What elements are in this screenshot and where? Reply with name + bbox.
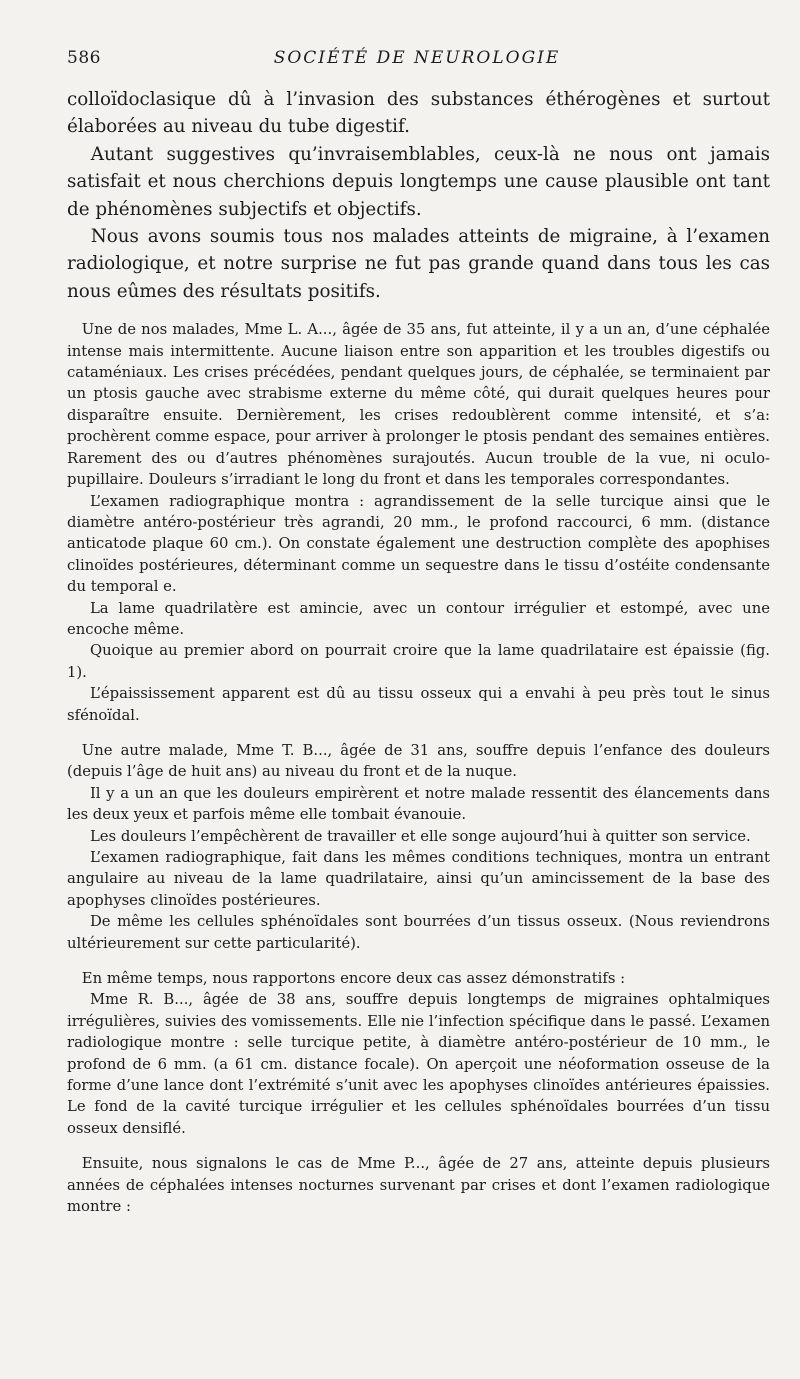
page-number: 586 (67, 48, 101, 68)
page-body (67, 86, 770, 1218)
case-paragraph: Une autre malade, Mme T. B..., âgée de 31 ans, souffre depuis l’enfance des douleurs (depuis l’âge de huit ans) au niveau du front et de la nuque. (67, 741, 770, 781)
page-header (67, 48, 767, 70)
body-paragraph: Nous avons soumis tous nos malades atteints de migraine, à l’examen radiologique, et notre surprise ne fut pas grande quand dans tous les cas nous eûmes des résultats positifs. (67, 226, 770, 302)
case-paragraph: Il y a un an que les douleurs empirèrent et notre malade ressentit des élancements dans les deux yeux et parfois même elle tombait évanouie. (67, 784, 770, 824)
body-paragraph: Autant suggestives qu’invraisemblables, ceux-là ne nous ont jamais satisfait et nous cherchions depuis longtemps une cause plausible ont tant de phénomènes subjectifs et objectifs. (67, 143, 770, 220)
running-title: SOCIÉTÉ DE NEUROLOGIE (273, 48, 561, 68)
case-paragraph: L’épaississement apparent est dû au tissu osseux qui a envahi à peu près tout le sinus sfénoïdal. (67, 685, 770, 724)
case-paragraph: Une de nos malades, Mme L. A..., âgée de 35 ans, fut atteinte, il y a un an, d’une céphalée intense mais intermittente. Aucune liaison entre son apparition et les troubles digestifs ou cataméniaux. Les crises précédées, pendant quelques jours, de céphalée, se terminaient par un ptosis gauche avec strabisme externe du même côté, qui durait quelques heures pour disparaître ensuite. Dernièrement, les crises redoublèrent comme intensité, et s’a: prochèrent comme espace, pour arriver à prolonger le ptosis pendant des semaines entières. Rarement des ou d’autres phénomènes surajoutés. Aucun trouble de la vue, ni oculo-pupillaire. Douleurs s’irradiant le long du front et dans les temporales correspondantes. (67, 321, 770, 489)
case-paragraph: En même temps, nous rapportons encore deux cas assez démonstratifs : (81, 970, 626, 988)
case-paragraph: Mme R. B..., âgée de 38 ans, souffre depuis longtemps de migraines ophtalmiques irrégulières, suivies des vomissements. Elle nie l’infection spécifique dans le passé. L’examen radiologique montre : selle turcique petite, à diamètre antéro-postérieur de 10 mm., le profond de 6 mm. (a 61 cm. distance focale). On aperçoit une néoformation osseuse de la forme d’une lance dont l’extrémité s’unit avec les apophyses clinoïdes antérieures épaissies. Le fond de la cavité turcique irrégulier et les cellules sphénoïdales bourrées d’un tissu osseux densiflé. (67, 991, 770, 1137)
case-paragraph: Ensuite, nous signalons le cas de Mme P..., âgée de 27 ans, atteinte depuis plusieurs années de céphalées intenses nocturnes survenant par crises et dont l’examen radiologique montre : (67, 1155, 770, 1216)
case-paragraph: Quoique au premier abord on pourrait croire que la lame quadrilataire est épaissie (fig. 1). (67, 642, 770, 681)
case-report-1 (67, 319, 770, 726)
case-paragraph: L’examen radiographique, fait dans les mêmes conditions techniques, montra un entrant angulaire au niveau de la lame quadrilataire, ainsi qu’un amincissement de la base des apophyses clinoïdes postérieures. (67, 849, 770, 909)
case-report-3 (67, 968, 770, 1139)
case-report-2 (67, 740, 770, 954)
body-paragraph: colloïdoclasique dû à l’invasion des substances éthérogènes et surtout élaborées au niveau du tube digestif. (67, 89, 770, 138)
case-paragraph: L’examen radiographique montra : agrandissement de la selle turcique ainsi que le diamètre antéro-postérieur très agrandi, 20 mm., le profond raccourci, 6 mm. (distance anticatode plaque 60 cm.). On constate également une destruction complète des apophises clinoïdes postérieures, déterminant comme un sequestre dans le tissu d’ostéite condensante du temporal e. (67, 492, 770, 596)
case-paragraph: Les douleurs l’empêchèrent de travailler et elle songe aujourd’hui à quitter son service. (89, 827, 751, 845)
case-paragraph: La lame quadrilatère est amincie, avec un contour irrégulier et estompé, avec une encoche même. (67, 599, 770, 638)
case-paragraph: De même les cellules sphénoïdales sont bourrées d’un tissus osseux. (Nous reviendrons ultérieurement sur cette particularité). (67, 913, 770, 952)
case-report-4 (67, 1153, 770, 1217)
